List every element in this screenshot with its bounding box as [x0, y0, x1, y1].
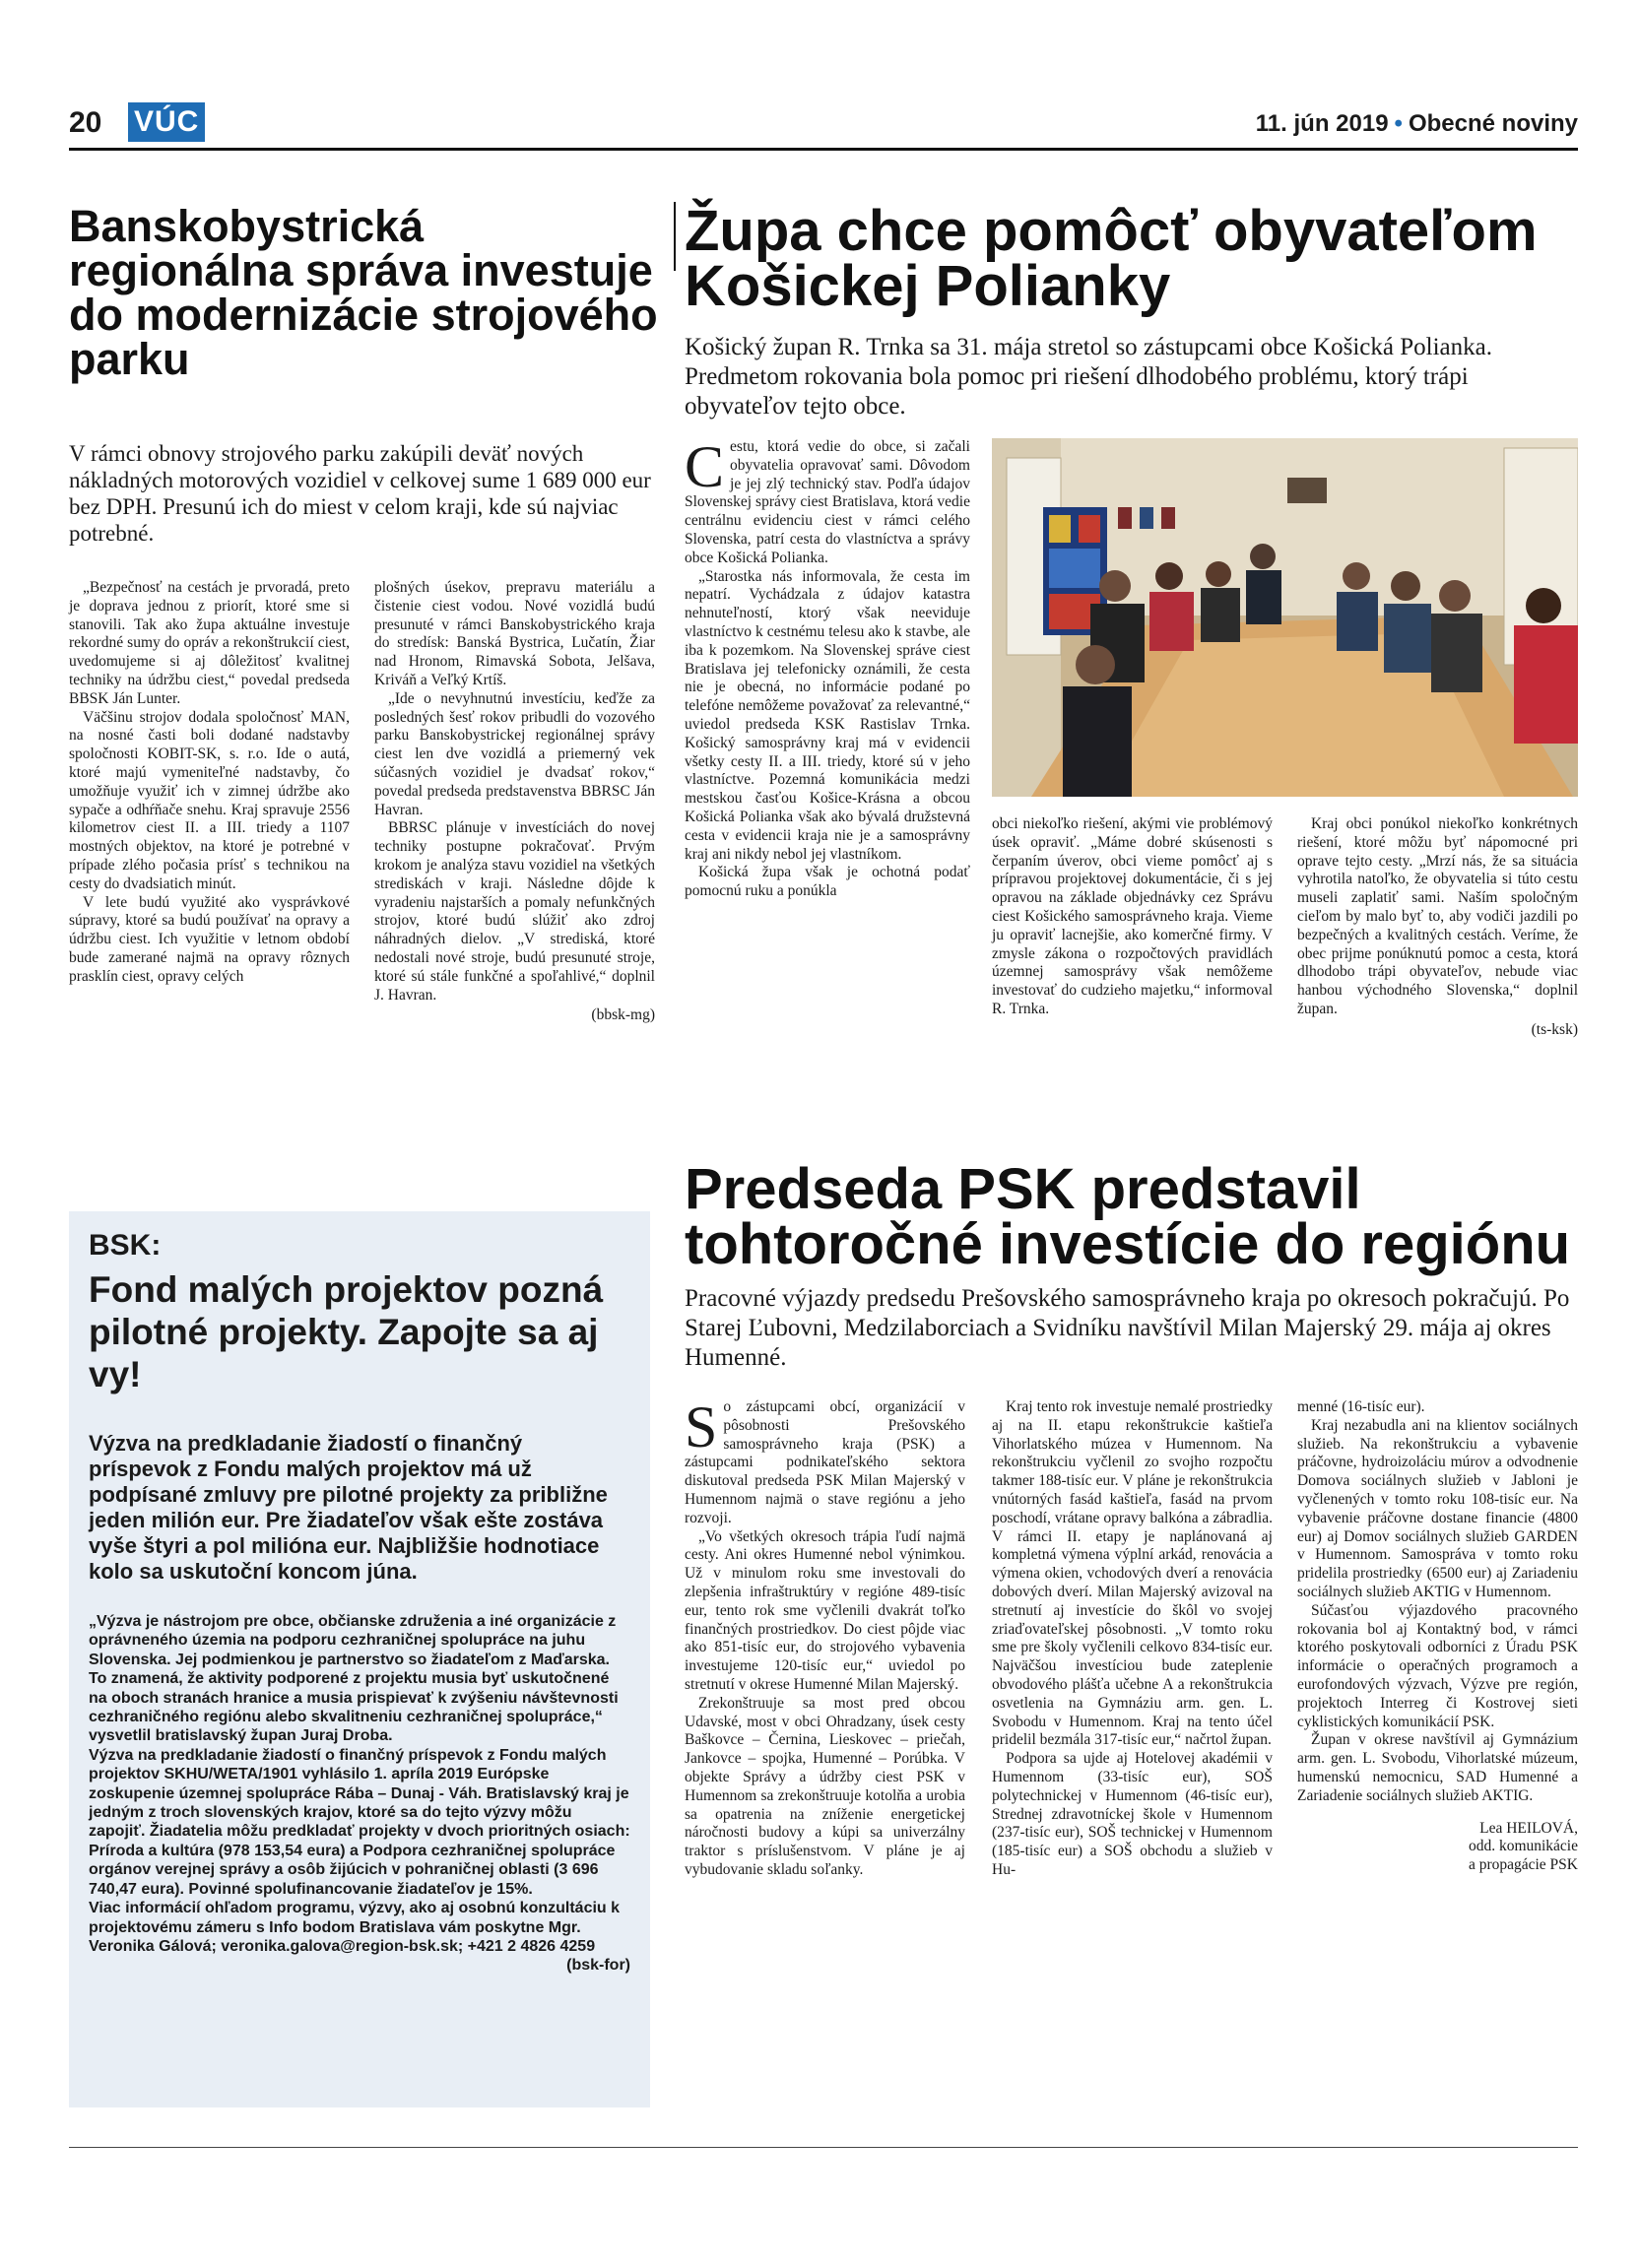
paragraph: „Bezpečnosť na cestách je prvoradá, preto je doprava jednou z priorít, ktoré sme si stanovili. Tak ako župa aktuálne investuje rekordné sumy do opráv a rekonštrukcií ciest, uvedomujeme si aj dôležitosť kvalitnej techniky na údržbu ciest,“ povedal predseda BBSK Ján Lunter.: [69, 579, 350, 707]
bsk-label: BSK:: [89, 1229, 162, 1262]
bsk-lead: Výzva na predkladanie žiadostí o finančný príspevok z Fondu malých projektov má už podpísané zmluvy pre pilotné projekty za približne jeden milión eur. Pre žiadateľov však ešte zostáva vyše štyri a pol milióna eur. Najbližšie hodnotiace kolo sa uskutoční koncom júna.: [89, 1431, 608, 1584]
article3-column-2: [992, 1398, 1273, 1880]
paragraph: menné (16-tisíc eur).: [1297, 1398, 1425, 1415]
paragraph: „Starostka nás informovala, že cesta im nepatrí. Vychádzala z údajov katastra nehnuteľností, ktorý však neeviduje vlastníctvo k cestnému telesu ako k stavbe, ale iba k pozemkom. Na Slovenskej správe ciest Bratislava jej telefonicky oznámili, že cesta nie je obecná, no informácie podané po telefóne nemôžeme považovať za relevantné,“ uviedol predseda KSK Rastislav Trnka. Košický samosprávny kraj má v evidencii všetky cesty II. a III. triedy, ktoré sú v jeho vlastníctve. Pozemná komunikácia medzi mestskou časťou Košice-Krásna a obcou Košická Polianka však ako bývalá družstevná cesta v evidencii kraja nie je a samosprávny kraj ani nikdy nebol jej vlastníkom.: [685, 567, 970, 863]
page-number: 20: [69, 106, 102, 139]
paragraph: Podpora sa ujde aj Hotelovej akadémii v Humennom (33-tisíc eur), SOŠ polytechnickej v Humennom (46-tisíc eur), Strednej zdravotníckej škole v Humennom (237-tisíc eur), SOŠ technickej v Humennom (185-tisíc eur) a SOŠ obchodu a služieb v Hu-: [992, 1750, 1273, 1878]
issue-date: 11. jún 2019: [1255, 110, 1389, 137]
article1-lead: V rámci obnovy strojového parku zakúpili deväť nových nákladných motorových vozidiel v celkovej sume 1 689 000 eur bez DPH. Presunú ich do miest v celom kraji, kde sú najviac potrebné.: [69, 441, 651, 546]
publication-name: Obecné noviny: [1408, 110, 1578, 137]
article2-column-3: [1297, 815, 1578, 1040]
dropcap: S: [685, 1394, 718, 1459]
meeting-room-photo: [992, 438, 1578, 797]
section-badge: VÚC: [128, 102, 205, 142]
article1-headline: Banskobystrická regionálna správa investuje do modernizácie strojového parku: [69, 201, 658, 384]
author-role: odd. komunikácie: [1468, 1838, 1578, 1855]
article2-lead: Košický župan R. Trnka sa 31. mája stretol so zástupcami obce Košická Polianka. Predmetom rokovania bola pomoc pri riešení dlhodobého problému, ktorý trápi obyvateľov tejto obce.: [685, 334, 1492, 420]
article1-column-2: [374, 579, 655, 1025]
paragraph: „Vo všetkých okresoch trápia ľudí najmä cesty. Ani okres Humenné nebol výnimkou. Už v minulom roku sme investovali do zlepšenia infraštruktúry v regióne 489-tisíc eur, tento rok sme vyčlenili dvakrát toľko finančných prostriedkov. Do ciest pôjde viac ako 851-tisíc eur, do strojového vybavenia investujeme 120-tisíc eur,“ uviedol po stretnutí v okrese Humenné Milan Majerský.: [685, 1527, 965, 1693]
paragraph: estu, ktorá vedie do obce, si začali obyvatelia opravovať sami. Dôvodom je jej zlý technický stav. Podľa údajov Slovenskej správy ciest Bratislava, ktorá vedie centrálnu evidenciu ciest v rámci celého Slovenska, patrí cesta do vlastníctva a správy obce Košická Polianka.: [685, 438, 970, 566]
bottom-rule: [69, 2147, 1578, 2148]
paragraph: „Ide o nevyhnutnú investíciu, keďže za posledných šesť rokov pribudli do vozového parku Banskobystrickej regionálnej správy ciest len dve vozidlá a priemerný vek súčasných vozidiel je dvadsať rokov,“ povedal predseda predstavenstva BBRSC Ján Havran.: [374, 689, 655, 818]
paragraph: Župan v okrese navštívil aj Gymnázium arm. gen. L. Svobodu, Vihorlatské múzeum, humenskú nemocnicu, SAD Humenné a Zariadenie sociálnych služieb AKTIG.: [1297, 1731, 1578, 1804]
article3-column-1: [685, 1394, 965, 1880]
article2-column-2: [992, 815, 1273, 1019]
paragraph: Výzva na predkladanie žiadostí o finančný príspevok z Fondu malých projektov SKHU/WETA/1901 vyhlásilo 1. apríla 2019 Európske zoskupenie územnej spolupráce Rába – Dunaj - Váh. Bratislavský kraj je jedným z troch slovenských krajov, ktoré sa do tejto výzvy môžu zapojiť. Žiadatelia môžu predkladať projekty v dvoch prioritných osiach: Príroda a kultúra (978 153,54 eura) a Podpora cezhraničnej spolupráce orgánov verejnej správy a osôb žijúcich v pohraničnej oblasti (3 696 740,47 eura). Povinné spolufinancovanie žiadateľov je 15%.: [89, 1746, 630, 1898]
paragraph: V lete budú využité ako vysprávkové súpravy, ktoré sa budú používať na opravy a údržbu ciest. Ich využitie v letnom období bude zamerané najmä na opravy rôznych prasklín ciest, opravy celých: [69, 893, 350, 985]
paragraph: plošných úsekov, prepravu materiálu a čistenie ciest vodou. Nové vozidlá budú presunuté v rámci Banskobystrického kraja do stredísk: Banská Bystrica, Lučatín, Žiar nad Hronom, Rimavská Sobota, Jelšava, Kriváň a Veľký Krtíš.: [374, 579, 655, 688]
paragraph: o zástupcami obcí, organizácií v pôsobnosti Prešovského samosprávneho kraja (PSK) a zástupcami podnikateľského sektora diskutoval predseda PSK Milan Majerský v Humennom najmä o stave regiónu a jeho rozvoji.: [685, 1398, 965, 1526]
paragraph: Súčasťou výjazdového pracovného rokovania bol aj Kontaktný bod, v rámci ktorého poskytovali odborníci z Úradu PSK informácie o operačných programoch a eurofondových výzvach, Výzve pre región, projektoch Interreg či Kostrovej sieti cyklistických komunikácií PSK.: [1297, 1601, 1578, 1730]
article2-byline: (ts-ksk): [1531, 1020, 1578, 1038]
paragraph: Košická župa však je ochotná podať pomocnú ruku a ponúkla: [685, 864, 970, 900]
article1-column-1: [69, 579, 350, 987]
article1-byline: (bbsk-mg): [591, 1006, 655, 1024]
paragraph: Zrekonštruuje sa most pred obcou Udavské, most v obci Ohradzany, úsek cesty Baškovce – Černina, Lieskovec – priečah, Jankovce – spojka, Humenné – Porúbka. V objekte Správy a údržby ciest PSK v Humennom sa zrekonštruuje kotolňa a urobia sa opatrenia na zníženie energetickej náročnosti budovy a kúpi sa univerzálny traktor s príslušenstvom. V pláne je aj vybudovanie skladu soľanky.: [685, 1694, 965, 1878]
article3-headline: Predseda PSK predstavil tohtoročné investície do regiónu: [685, 1157, 1571, 1276]
article3-column-3: [1297, 1398, 1578, 1875]
paragraph: Kraj tento rok investuje nemalé prostriedky aj na II. etapu rekonštrukcie kaštieľa Vihorlatského múzea v Humennom. Na rekonštrukciu vyčlenil zo svojho rozpočtu takmer 188-tisíc eur. V pláne je rekonštrukcia vnútorných fasád kaštieľa, fasád na prvom poschodí, vrátane opravy balkóna a zábradlia. V rámci II. etapy je naplánovaná aj kompletná výmena výplní arkád, renovácia a výmena okien, vchodových dverí a renovácia dobových dverí. Milan Majerský avizoval na stretnutí aj investície do škôl vo svojej zriaďovateľskej pôsobnosti. „V tomto roku sme pre školy vyčlenili celkovo 834-tisíc eur. Najväčšou investíciou bude zateplenie obvodového plášťa učebne A a rekonštrukcia osvetlenia na Gymnáziu arm. gen. L. Svobodu v Humennom. Kraj na tento účel pridelil bezmála 317-tisíc eur,“ načrtol župan.: [992, 1398, 1273, 1749]
author-role: a propagácie PSK: [1468, 1856, 1578, 1874]
bsk-title: Fond malých projektov pozná pilotné projekty. Zapojte sa aj vy!: [89, 1269, 604, 1394]
bsk-byline: (bsk-for): [566, 1957, 630, 1975]
header-rule: [69, 148, 1578, 151]
column-divider: [674, 202, 676, 271]
author-name: Lea HEILOVÁ,: [1479, 1819, 1578, 1837]
bsk-body: [89, 1612, 630, 1976]
article3-lead: Pracovné výjazdy predsedu Prešovského samosprávneho kraja po okresoch pokračujú. Po Starej Ľubovni, Medzilaborciach a Svidníku navštívil Milan Majerský 29. mája aj okres Humenné.: [685, 1285, 1570, 1371]
paragraph: „Výzva je nástrojom pre obce, občianske združenia a iné organizácie z oprávneného územia na podporu cezhraničnej spolupráce na juhu Slovenska. Jej podmienkou je partnerstvo so žiadateľom z Maďarska. To znamená, že aktivity podporené z projektu musia byť uskutočnené na oboch stranách hranice a musia prispievať k zvýšeniu návštevnosti cezhraničného regiónu alebo skvalitneniu cezhraničnej spolupráce,“ vysvetlil bratislavský župan Juraj Droba.: [89, 1613, 619, 1745]
paragraph: BBRSC plánuje v investíciách do novej techniky postupne pokračovať. Prvým krokom je analýza stavu vozidiel na všetkých strediskách v kraji. Následne dôjde k vyradeniu najstarších a pomaly nefunkčných strojov, ktoré budú slúžiť ako zdroj náhradných dielov. „V strediská, ktoré nedostali nové stroje, budú presunuté stroje, ktoré sú stále funkčné a spoľahlivé,“ doplnil J. Havran.: [374, 819, 655, 1004]
bsk-info-box: [69, 1211, 650, 2107]
issue-info: [1256, 110, 1578, 138]
paragraph: Kraj obci ponúkol niekoľko konkrétnych riešení, ktoré môžu byť nápomocné pri oprave tejto cesty. „Mrzí nás, že sa situácia vyhrotila natoľko, že obyvatelia si túto cestu museli zaplatiť sami. Naším spoločným cieľom by malo byť to, aby vodiči jazdili po bezpečných a kvalitných cestách. Veríme, že obec prijme ponúknutú pomoc a cesta, ktorá dlhodobo trápi obyvateľov, nebude viac hanbou východného Slovenska,“ doplnil župan.: [1297, 815, 1578, 1017]
article2-headline: Župa chce pomôcť obyvateľom Košickej Polianky: [685, 199, 1538, 318]
paragraph: Viac informácií ohľadom programu, výzvy, ako aj osobnú konzultáciu k projektovému zámeru s Info bodom Bratislava vám poskytne Mgr. Veronika Gálová; veronika.galova@region-bsk.sk; +421 2 4826 4259: [89, 1900, 621, 1955]
article2-column-1: [685, 434, 970, 901]
paragraph: Väčšinu strojov dodala spoločnosť MAN, na nosné časti boli dodané nadstavby spoločnosti KOBIT-SK, s. r.o. Ide o autá, ktoré majú vymeniteľné nadstavby, čo umožňuje využiť ich v zimnej údržbe ako sypače a odhŕňače snehu. Kraj spravuje 2556 kilometrov ciest II. a III. triedy a 1107 mostných objektov, na ktoré je potrebné v prípade zlého počasia prísť s technikou na cesty do dvadsiatich minút.: [69, 708, 350, 892]
paragraph: obci niekoľko riešení, akými vie problémový úsek opraviť. „Máme dobré skúsenosti s čerpaním úverov, obci vieme pomôcť aj s prípravou projektovej dokumentácie, či s jej opravou na základe objednávky cez Správu ciest Košického samosprávneho kraja. Vieme ju opraviť lacnejšie, ako komerčné firmy. V zmysle zákona o rozpočtových pravidlách územnej samosprávy však nemôžeme investovať do cudzieho majetku,“ informoval R. Trnka.: [992, 815, 1273, 1017]
paragraph: Kraj nezabudla ani na klientov sociálnych služieb. Na rekonštrukciu a vybavenie práčovne, hydroizoláciu múrov a odvodnenie Domova sociálnych služieb v Jabloni je vyčlenených v tomto roku 108-tisíc eur. Na vybavenie práčovne dostane financie (4800 eur) aj Domov sociálnych služieb GARDEN v Humennom. Samospráva v tomto roku pridelila prostriedky (6500 eur) aj Zariadeniu sociálnych služieb AKTIG v Humennom.: [1297, 1416, 1578, 1600]
dropcap: C: [685, 434, 725, 499]
bullet-icon: •: [1394, 110, 1403, 137]
